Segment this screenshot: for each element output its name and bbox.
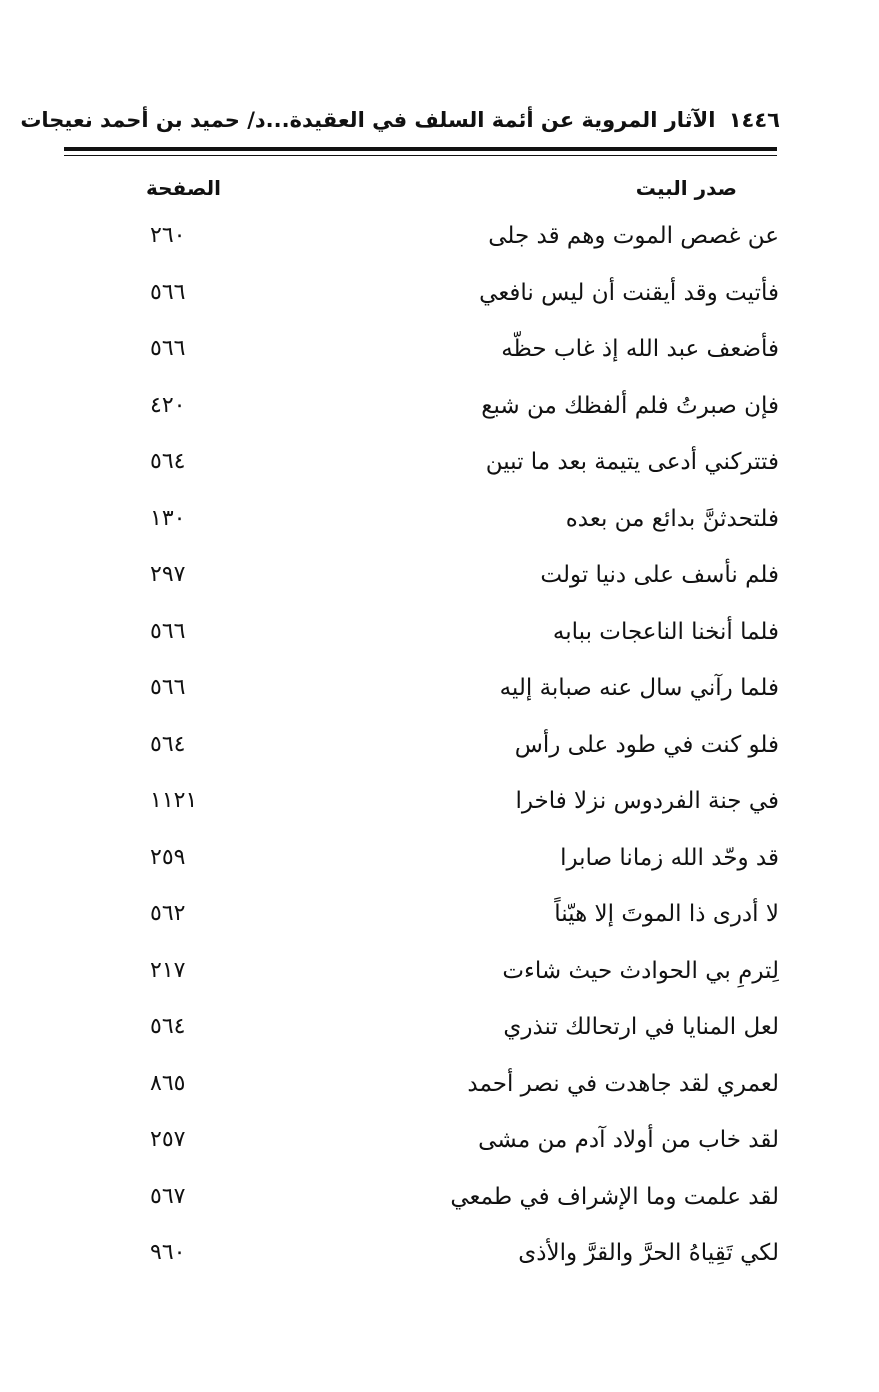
column-header-page: الصفحة <box>146 176 222 200</box>
table-row <box>0 1227 879 1284</box>
table-row <box>0 945 879 1002</box>
table-row <box>0 1171 879 1228</box>
verse-text: في جنة الفردوس نزلا فاخرا <box>515 788 779 814</box>
table-row <box>0 775 879 832</box>
table-row <box>0 1114 879 1171</box>
table-row <box>0 436 879 493</box>
table-row <box>0 662 879 719</box>
table-row <box>0 1001 879 1058</box>
table-row <box>0 323 879 380</box>
page-number: ٥٦٤ <box>150 1014 186 1039</box>
header-title: الآثار المروية عن أئمة السلف في العقيدة...د/ حميد بن أحمد نعيجات <box>20 108 716 132</box>
header-page-number: ١٤٤٦ <box>728 108 780 132</box>
page-number: ٩٦٠ <box>150 1240 186 1265</box>
verse-text: فلم نأسف على دنيا تولت <box>540 562 779 588</box>
verse-text: فتتركني أدعى يتيمة بعد ما تبين <box>485 449 779 475</box>
verse-text: لقد خاب من أولاد آدم من مشى <box>478 1127 779 1153</box>
verse-text: فأتيت وقد أيقنت أن ليس نافعي <box>479 279 779 306</box>
page-number: ٥٦٤ <box>150 731 186 757</box>
table-row <box>0 1058 879 1115</box>
table-row <box>0 267 879 324</box>
page-number: ٢٦٠ <box>150 223 186 248</box>
page-number: ٥٦٦ <box>150 618 186 644</box>
table-row <box>0 719 879 776</box>
verse-text: فإن صبرتُ فلم ألفظك من شبع <box>481 392 779 419</box>
verse-text: قد وحّد الله زمانا صابرا <box>560 844 779 871</box>
table-row <box>0 549 879 606</box>
page-number: ٢٥٩ <box>150 844 186 870</box>
verse-text: لا أدرى ذا الموتَ إلا هيّناً <box>554 901 779 927</box>
verse-text: فأضعف عبد الله إذ غاب حظّه <box>501 336 779 362</box>
table-row <box>0 606 879 663</box>
page-number: ٥٦٦ <box>150 336 186 361</box>
page-number: ٥٦٧ <box>150 1183 186 1209</box>
verse-text: فلما رآني سال عنه صبابة إليه <box>499 675 779 701</box>
verse-text: لعمري لقد جاهدت في نصر أحمد <box>467 1070 779 1097</box>
header-rule-thin <box>64 155 777 156</box>
verse-text: عن غصص الموت وهم قد جلى <box>488 223 779 249</box>
page-number: ٨٦٥ <box>150 1070 186 1096</box>
page-number: ٥٦٢ <box>150 901 186 926</box>
verse-text: لِترمِ بي الحوادث حيث شاءت <box>502 957 779 984</box>
verse-text: فلتحدثنَّ بدائع من بعده <box>565 505 779 532</box>
verse-text: لقد علمت وما الإشراف في طمعي <box>450 1183 779 1210</box>
page-number: ٤٢٠ <box>150 392 186 418</box>
page-number: ٢٩٧ <box>150 562 186 587</box>
column-header-verse: صدر البيت <box>635 176 737 200</box>
page-number: ١٣٠ <box>150 505 186 531</box>
index-table <box>0 210 879 1284</box>
page-number: ٥٦٦ <box>150 675 186 700</box>
table-row <box>0 832 879 889</box>
table-row <box>0 888 879 945</box>
header-rule-thick <box>64 147 777 151</box>
running-header <box>20 100 780 140</box>
verse-text: فلما أنخنا الناعجات ببابه <box>552 618 779 645</box>
table-row <box>0 493 879 550</box>
verse-text: لعل المنايا في ارتحالك تنذري <box>503 1014 779 1040</box>
page-number: ٢٥٧ <box>150 1127 186 1152</box>
page-number: ٥٦٤ <box>150 449 186 474</box>
page-number: ٢١٧ <box>150 957 186 983</box>
verse-text: فلو كنت في طود على رأس <box>514 731 779 758</box>
table-row <box>0 210 879 267</box>
page-number: ٥٦٦ <box>150 279 186 305</box>
table-row <box>0 380 879 437</box>
page-number: ١١٢١ <box>150 788 198 813</box>
verse-text: لكي تَقِياهُ الحرَّ والقرَّ والأذى <box>518 1240 779 1266</box>
